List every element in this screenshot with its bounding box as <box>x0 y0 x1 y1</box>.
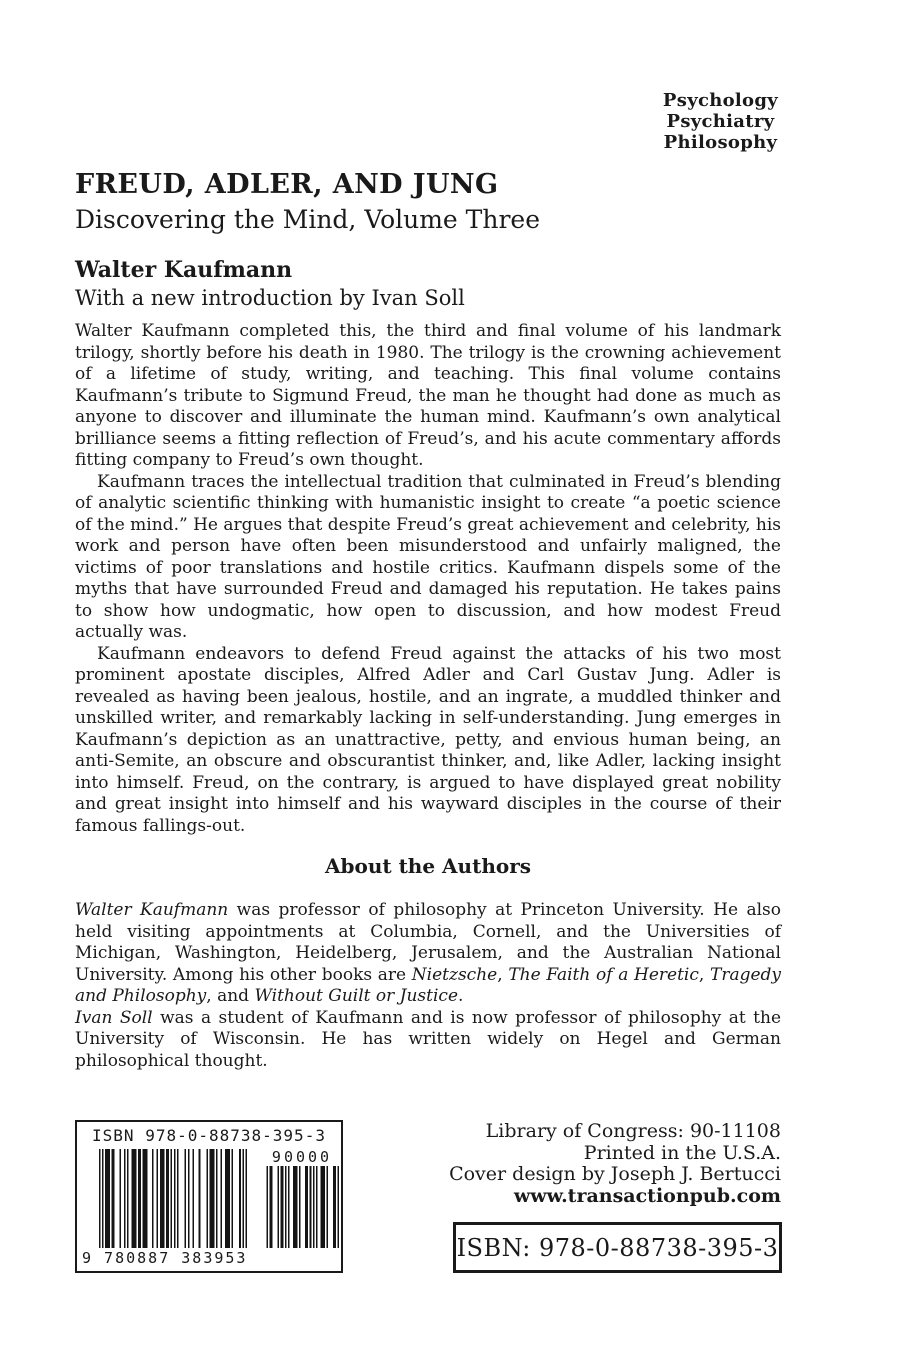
author-name: Walter Kaufmann <box>75 257 293 283</box>
synopsis-column <box>75 321 781 1072</box>
cover-design-line: Cover design by Joseph J. Bertucci <box>449 1163 781 1185</box>
printed-in-usa-line: Printed in the U.S.A. <box>583 1141 781 1164</box>
synopsis-paragraph-3: Kaufmann endeavors to defend Freud against the attacks of his two most prominent apostate disciples, Alfred Adler and Carl Gustav Jung. Adler is revealed as having been jealous, hostile, and an ingrate, a muddled thinker and unskilled writer, and remarkably lacking in self-understanding. Jung emerges in Kaufmann’s depiction as an unattractive, petty, and envious human being, an anti-Semite, an obscure and obscurantist thinker, and, like Adler, lacking insight into himself. Freud, on the contrary, is argued to have displayed great nobility and great insight into himself and his wayward disciples in the course of their famous fallings-out. <box>75 643 781 836</box>
barcode-addon-label: 90000 <box>271 1148 333 1166</box>
barcode-isbn-text: ISBN 978-0-88738-395-3 <box>92 1126 326 1145</box>
publisher-website: www.transactionpub.com <box>513 1184 781 1207</box>
library-of-congress-line: Library of Congress: 90-11108 <box>485 1120 781 1142</box>
book-subtitle: Discovering the Mind, Volume Three <box>75 205 540 234</box>
author-bio-walter-kaufmann: Walter Kaufmann was professor of philosophy at Princeton University. He also held visiting appointments at Columbia, Cornell, and the Universities of Michigan, Washington, Heidelberg, Jerusalem, and the Australian National University. Among his other books are Nietzsche, The Faith of a Heretic, Tragedy and Philosophy, and Without Guilt or Justice. <box>75 900 782 1006</box>
book-title: FREUD, ADLER, AND JUNG <box>75 169 499 200</box>
category-philosophy: Philosophy <box>663 132 778 153</box>
author-bio-ivan-soll: Ivan Soll was a student of Kaufmann and is now professor of philosophy at the University of Wisconsin. He has written widely on Hegel and German philosophical thought. <box>75 1007 782 1071</box>
category-psychiatry: Psychiatry <box>666 111 775 132</box>
isbn-barcode-block <box>75 1120 343 1273</box>
category-labels <box>663 90 778 153</box>
about-authors-heading: About the Authors <box>324 854 532 878</box>
barcode-digits: 9 780887 383953 <box>82 1249 248 1267</box>
title-block <box>75 170 795 311</box>
ean13-barcode <box>99 1149 247 1248</box>
category-psychology: Psychology <box>662 90 778 111</box>
introduction-note: With a new introduction by Ivan Soll <box>75 286 465 310</box>
isbn-box <box>453 1222 782 1273</box>
ean5-addon-barcode <box>265 1166 339 1248</box>
colophon-block <box>449 1121 781 1207</box>
isbn-number: ISBN: 978-0-88738-395-3 <box>456 1233 779 1262</box>
synopsis-paragraph-1: Walter Kaufmann completed this, the third and final volume of his landmark trilogy, shortly before his death in 1980. The trilogy is the crowning achievement of a lifetime of study, writing, and teaching. This final volume contains Kaufmann’s tribute to Sigmund Freud, the man he thought had done as much as anyone to discover and illuminate the human mind. Kaufmann’s own analytical brilliance seems a fitting reflection of Freud’s, and his acute commentary affords fitting company to Freud’s own thought. <box>75 321 781 470</box>
synopsis-paragraph-2: Kaufmann traces the intellectual tradition that culminated in Freud’s blending of analytic scientific thinking with humanistic insight to create “a poetic science of the mind.” He argues that despite Freud’s great achievement and celebrity, his work and person have often been misunderstood and unfairly maligned, the victims of poor translations and hostile critics. Kaufmann dispels some of the myths that have surrounded Freud and damaged his reputation. He takes pains to show how undogmatic, how open to discussion, and how modest Freud actually was. <box>75 471 781 642</box>
